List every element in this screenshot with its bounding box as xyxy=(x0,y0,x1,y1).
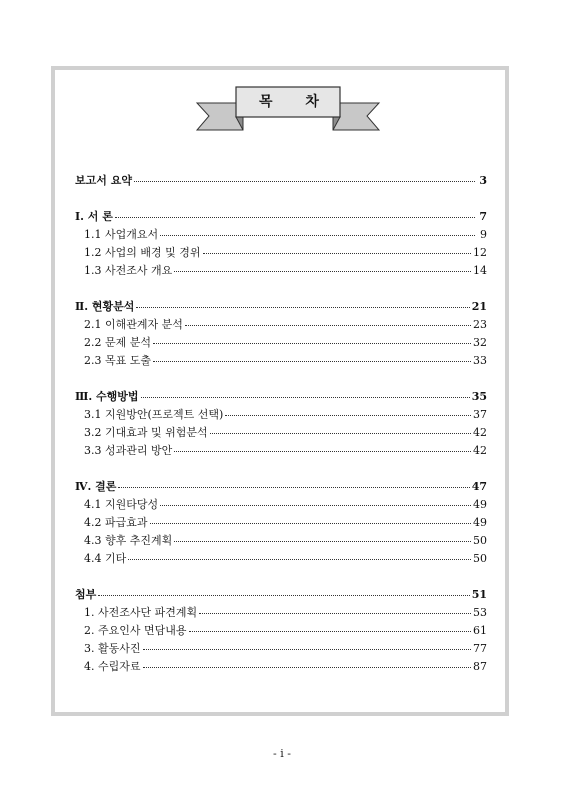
toc-entry-label: 4. 수립자료 xyxy=(84,660,141,673)
dot-leader xyxy=(128,550,471,560)
page-title: 목 차 xyxy=(259,94,333,110)
toc-section xyxy=(75,172,487,190)
toc-entry-page: 51 xyxy=(471,588,487,601)
toc-entry-page: 49 xyxy=(473,516,487,529)
toc-entry-label: 1.3 사전조사 개요 xyxy=(84,264,173,277)
toc-entry-label: 4.1 지원타당성 xyxy=(84,498,159,511)
toc-entry-label: 3.2 기대효과 및 위험분석 xyxy=(84,426,208,439)
toc-entry-page: 37 xyxy=(473,408,487,421)
dot-leader xyxy=(143,640,472,650)
toc-entry-page: 32 xyxy=(473,336,487,349)
toc-section-heading[interactable] xyxy=(75,172,487,190)
toc-entry-page: 7 xyxy=(479,210,487,223)
toc-entry-label: 2. 주요인사 면담내용 xyxy=(84,624,187,637)
toc-entry-label: Ⅲ. 수행방법 xyxy=(75,390,139,403)
toc-section xyxy=(75,208,487,280)
dot-leader xyxy=(174,442,471,452)
toc-entry-label: 2.2 문제 분석 xyxy=(84,336,151,349)
toc-item[interactable] xyxy=(75,334,487,352)
toc-entry-label: 3. 활동사진 xyxy=(84,642,141,655)
toc-section xyxy=(75,388,487,460)
table-of-contents xyxy=(75,172,487,676)
toc-entry-page: 50 xyxy=(473,534,487,547)
toc-entry-label: Ⅳ. 결론 xyxy=(75,480,117,493)
toc-entry-page: 42 xyxy=(473,426,487,439)
dot-leader xyxy=(160,496,471,506)
dot-leader xyxy=(134,172,475,182)
dot-leader xyxy=(160,226,475,236)
toc-entry-page: 12 xyxy=(473,246,487,259)
toc-entry-label: 4.4 기타 xyxy=(84,552,127,565)
toc-entry-page: 87 xyxy=(473,660,487,673)
toc-entry-label: Ⅱ. 현황분석 xyxy=(75,300,135,313)
toc-entry-page: 3 xyxy=(479,174,487,187)
toc-entry-label: 3.1 지원방안(프로젝트 선택) xyxy=(84,408,224,421)
toc-section xyxy=(75,298,487,370)
toc-entry-label: 1.2 사업의 배경 및 경위 xyxy=(84,246,201,259)
dot-leader xyxy=(141,388,470,398)
toc-entry-page: 49 xyxy=(473,498,487,511)
dot-leader xyxy=(185,316,471,326)
toc-entry-page: 50 xyxy=(473,552,487,565)
toc-entry-label: 첨부 xyxy=(75,588,97,601)
toc-entry-label: Ⅰ. 서 론 xyxy=(75,210,113,223)
toc-section-heading[interactable] xyxy=(75,298,487,316)
toc-item[interactable] xyxy=(75,496,487,514)
toc-entry-label: 보고서 요약 xyxy=(75,174,132,187)
toc-item[interactable] xyxy=(75,622,487,640)
toc-entry-label: 2.3 목표 도출 xyxy=(84,354,151,367)
dot-leader xyxy=(136,298,469,308)
toc-entry-page: 33 xyxy=(473,354,487,367)
toc-item[interactable] xyxy=(75,442,487,460)
toc-section-heading[interactable] xyxy=(75,586,487,604)
dot-leader xyxy=(210,424,471,434)
toc-entry-label: 4.3 향후 추진계획 xyxy=(84,534,173,547)
toc-item[interactable] xyxy=(75,262,487,280)
dot-leader xyxy=(199,604,471,614)
toc-entry-page: 47 xyxy=(471,480,487,493)
toc-section xyxy=(75,586,487,676)
toc-entry-page: 14 xyxy=(473,264,487,277)
toc-entry-page: 53 xyxy=(473,606,487,619)
toc-entry-page: 21 xyxy=(471,300,487,313)
toc-entry-page: 77 xyxy=(473,642,487,655)
toc-item[interactable] xyxy=(75,604,487,622)
toc-entry-label: 3.3 성과관리 방안 xyxy=(84,444,173,457)
dot-leader xyxy=(150,514,472,524)
dot-leader xyxy=(174,262,471,272)
dot-leader xyxy=(203,244,472,254)
toc-entry-label: 1.1 사업개요서 xyxy=(84,228,159,241)
toc-item[interactable] xyxy=(75,532,487,550)
dot-leader xyxy=(153,334,471,344)
dot-leader xyxy=(115,208,475,218)
toc-item[interactable] xyxy=(75,658,487,676)
toc-item[interactable] xyxy=(75,406,487,424)
dot-leader xyxy=(143,658,472,668)
dot-leader xyxy=(118,478,469,488)
toc-section-heading[interactable] xyxy=(75,208,487,226)
toc-section xyxy=(75,478,487,568)
dot-leader xyxy=(153,352,471,362)
toc-section-heading[interactable] xyxy=(75,478,487,496)
toc-entry-label: 1. 사전조사단 파견계획 xyxy=(84,606,198,619)
toc-entry-label: 2.1 이해관계자 분석 xyxy=(84,318,183,331)
toc-entry-page: 61 xyxy=(473,624,487,637)
toc-entry-label: 4.2 파급효과 xyxy=(84,516,148,529)
dot-leader xyxy=(225,406,471,416)
toc-item[interactable] xyxy=(75,226,487,244)
toc-item[interactable] xyxy=(75,244,487,262)
dot-leader xyxy=(174,532,471,542)
toc-item[interactable] xyxy=(75,424,487,442)
toc-entry-page: 35 xyxy=(471,390,487,403)
toc-item[interactable] xyxy=(75,550,487,568)
toc-section-heading[interactable] xyxy=(75,388,487,406)
dot-leader xyxy=(189,622,472,632)
page-number: - i - xyxy=(273,747,291,760)
toc-item[interactable] xyxy=(75,352,487,370)
toc-item[interactable] xyxy=(75,514,487,532)
dot-leader xyxy=(98,586,469,596)
toc-entry-page: 23 xyxy=(473,318,487,331)
toc-item[interactable] xyxy=(75,640,487,658)
toc-item[interactable] xyxy=(75,316,487,334)
toc-entry-page: 42 xyxy=(473,444,487,457)
toc-entry-page: 9 xyxy=(480,228,487,241)
